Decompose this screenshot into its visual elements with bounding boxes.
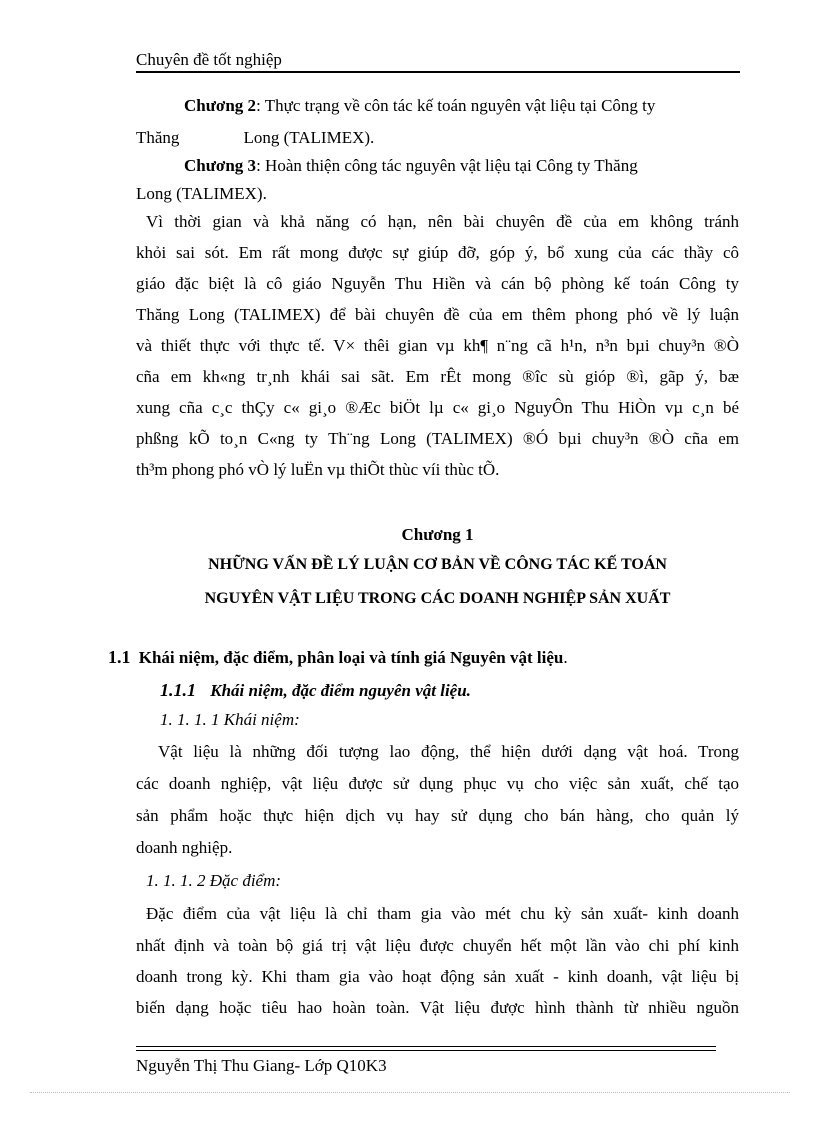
section-1-1-period: . xyxy=(563,648,568,667)
section-1-1-number: 1.1 xyxy=(108,647,131,667)
intro-ch2-cont xyxy=(136,128,739,148)
section-1-1-1-number: 1.1.1 xyxy=(160,680,196,700)
para-line: khỏi sai sót. Em rất mong được sự giúp đỡ, góp ý, bổ xung của các thầy cô xyxy=(136,243,739,262)
para-line: th³m phong phó vÒ lý luËn vµ thiÕt thùc víi thùc tÕ. xyxy=(136,460,500,479)
ch2-cont-b: Long (TALIMEX). xyxy=(243,128,375,147)
ch2-text: : Thực trạng về côn tác kế toán nguyên vật liệu tại Công ty xyxy=(256,96,656,115)
para-line: cña em kh«ng tr¸nh khái sai sãt. Em rÊt mong ®îc sù gióp ®ì, gãp ý, bæ xyxy=(136,367,739,386)
para-line: giáo đặc biệt là cô giáo Nguyễn Thu Hiền và cán bộ phòng kế toán Công ty xyxy=(136,274,739,293)
footer-rule xyxy=(136,1046,716,1047)
section-1-1-1-title: Khái niệm, đặc điểm nguyên vật liệu. xyxy=(210,681,471,700)
intro-ch3-cont xyxy=(136,184,739,204)
para-line: xung cña c¸c thÇy c« gi¸o ®Æc biÖt lµ c« gi¸o NguyÔn Thu HiÒn vµ c¸n bé xyxy=(136,398,739,417)
section-1-1-title: Khái niệm, đặc điểm, phân loại và tính giá Nguyên vật liệu xyxy=(138,648,564,667)
section-1-1-1-heading xyxy=(160,679,471,702)
ch3-text: : Hoàn thiện công tác nguyên vật liệu tại Công ty Thăng xyxy=(256,156,638,175)
para-line: phßng kÕ to¸n C«ng ty Th¨ng Long (TALIMEX) ®Ó bµi chuy³n ®Ò cña em xyxy=(136,429,739,448)
section-1-1-heading xyxy=(108,646,568,669)
chapter-title-line1: NHỮNG VẤN ĐỀ LÝ LUẬN CƠ BẢN VỀ CÔNG TÁC KẾ TOÁN xyxy=(208,556,667,573)
ch2-cont-a: Thăng xyxy=(136,128,180,147)
para-line: Vì thời gian và khả năng có hạn, nên bài chuyên đề của em không tránh xyxy=(146,212,739,231)
section-1112-label: 1. 1. 1. 2 Đặc điểm: xyxy=(146,871,282,890)
body-line: nhất định và toàn bộ giá trị vật liệu được chuyển hết một lần vào chi phí kinh xyxy=(136,936,739,955)
ch3-cont: Long (TALIMEX). xyxy=(136,184,267,203)
body-line: doanh trong kỳ. Khi tham gia vào hoạt động sản xuất - kinh doanh, vật liệu bị xyxy=(136,967,739,986)
intro-ch2 xyxy=(136,96,739,116)
header-rule xyxy=(136,71,740,73)
header-title: Chuyên đề tốt nghiệp xyxy=(136,50,282,69)
para-line: Thăng Long (TALIMEX) để bài chuyên đề của em thêm phong phó về lý luận xyxy=(136,305,739,324)
chapter-title-line2: NGUYÊN VẬT LIỆU TRONG CÁC DOANH NGHIỆP SẢN XUẤT xyxy=(204,590,671,607)
page-edge-dotted-line xyxy=(30,1092,790,1093)
footer-author: Nguyễn Thị Thu Giang- Lớp Q10K3 xyxy=(136,1056,387,1075)
footer-rule xyxy=(136,1050,716,1051)
section-1111-label: 1. 1. 1. 1 Khái niệm: xyxy=(160,710,300,729)
ch3-label: Chương 3 xyxy=(184,156,257,175)
intro-ch3 xyxy=(136,156,739,176)
body-line: biến dạng hoặc tiêu hao hoàn toàn. Vật liệu được hình thành từ nhiều nguồn xyxy=(136,998,739,1017)
body-line: các doanh nghiệp, vật liệu được sử dụng phục vụ cho việc sản xuất, chế tạo xyxy=(136,774,739,793)
body-line: Vật liệu là những đối tượng lao động, thể hiện dưới dạng vật hoá. Trong xyxy=(158,742,739,761)
ch2-label: Chương 2 xyxy=(184,96,257,115)
body-line: doanh nghiệp. xyxy=(136,838,233,857)
chapter-label: Chương 1 xyxy=(401,525,474,544)
body-line: Đặc điểm của vật liệu là chỉ tham gia vào mét chu kỳ sản xuất- kinh doanh xyxy=(146,904,739,923)
body-line: sản phẩm hoặc thực hiện dịch vụ hay sử dụng cho bán hàng, cho quản lý xyxy=(136,806,739,825)
para-line: và thiết thực với thực tế. V× thêi gian vµ kh¶ n¨ng cã h¹n, n³n bµi chuy³n ®Ò xyxy=(136,336,739,355)
